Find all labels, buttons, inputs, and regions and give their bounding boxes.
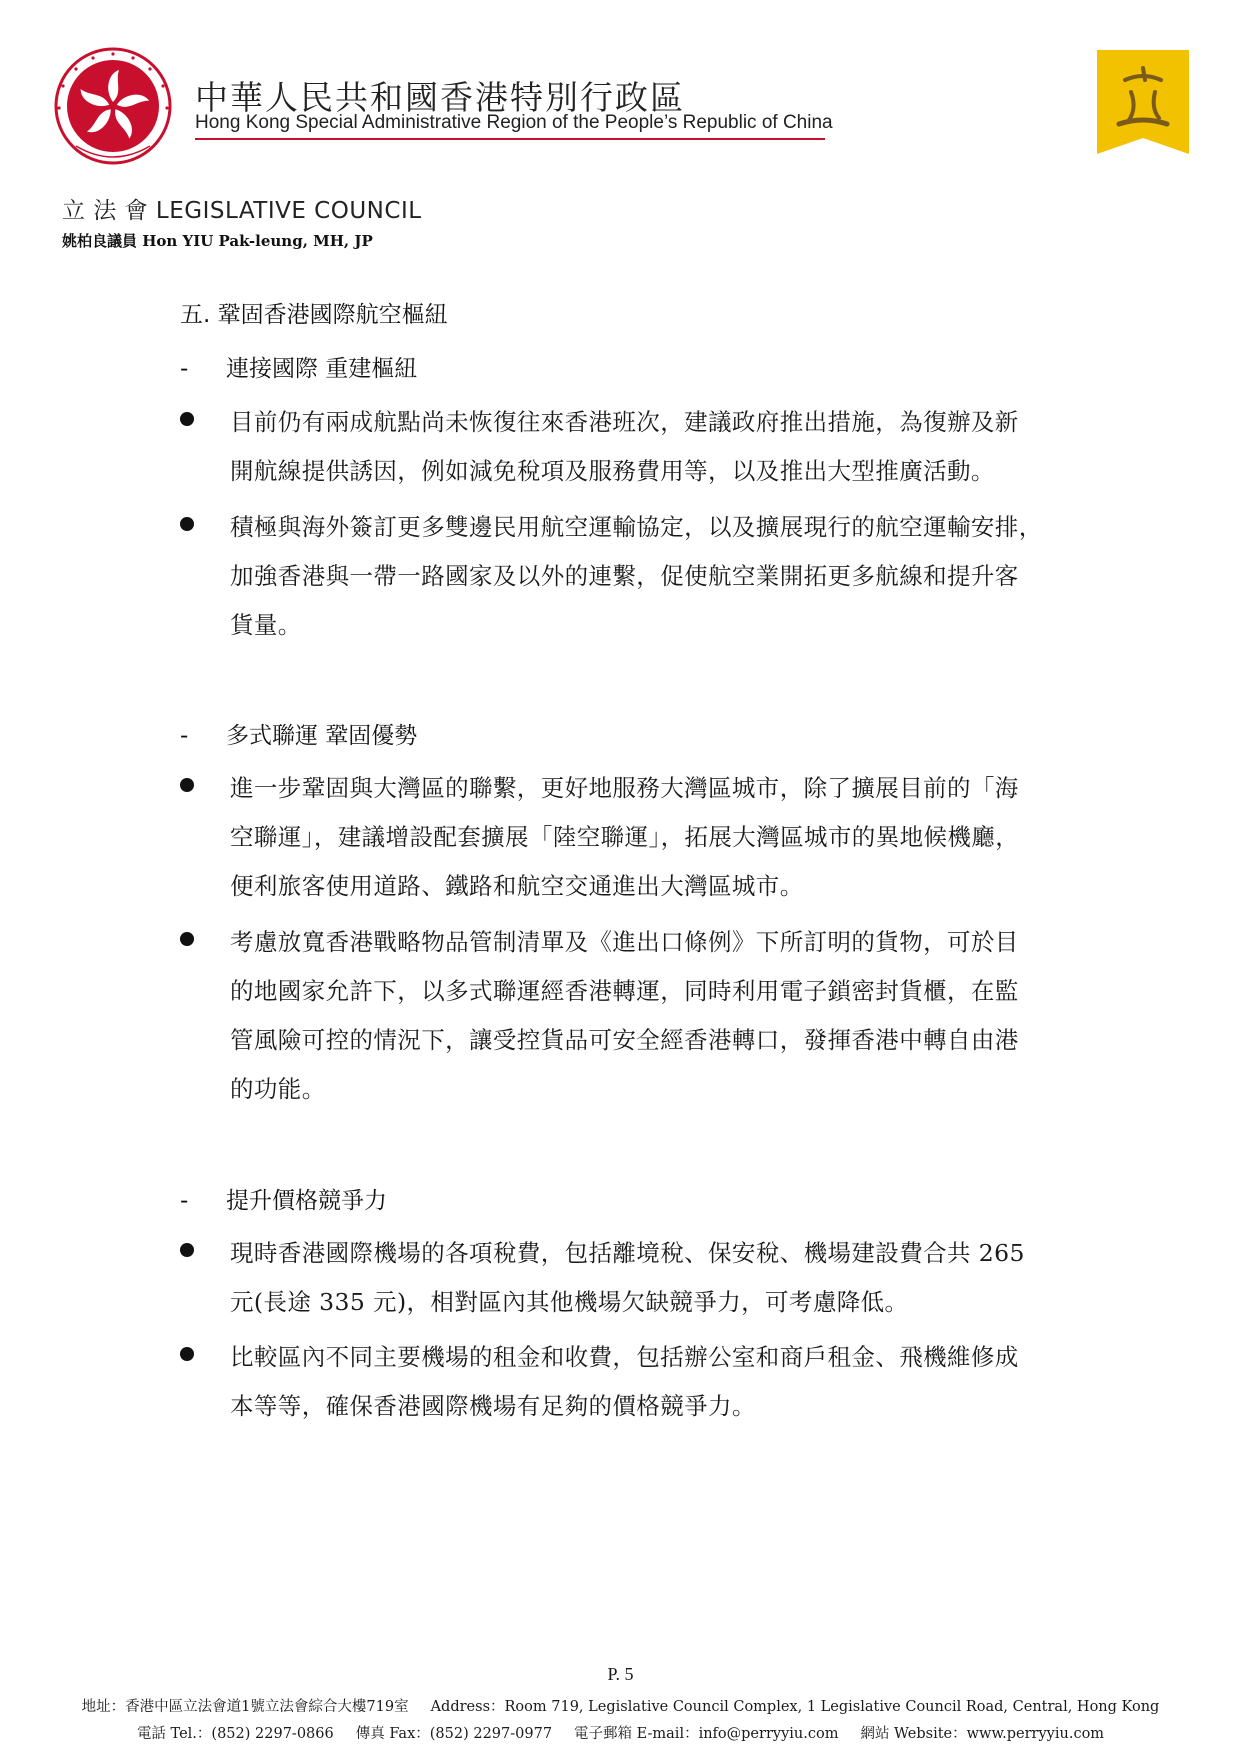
- bullet-line: 加強香港與一帶一路國家及以外的連繫，促使航空業開拓更多航線和提升客: [230, 562, 1019, 590]
- member-name: 姚柏良議員 Hon YIU Pak-leung, MH, JP: [62, 232, 373, 250]
- footer-contact: [0, 1722, 1241, 1743]
- subsection-heading: [180, 1182, 387, 1215]
- bullet-line: 進一步鞏固與大灣區的聯繫，更好地服務大灣區城市，除了擴展目前的「海: [230, 774, 1019, 802]
- header-red-rule: [195, 138, 825, 140]
- bullet-line: 元(長途 335 元)，相對區內其他機場欠缺競爭力，可考慮降低。: [230, 1288, 909, 1316]
- dash-marker: -: [180, 1188, 189, 1214]
- footer-address-en: Address：Room 719, Legislative Council Complex, 1 Legislative Council Road, Central, Hong Kong: [430, 1699, 1160, 1715]
- bullet-line: 比較區內不同主要機場的租金和收費，包括辦公室和商戶租金、飛機維修成: [230, 1343, 1019, 1371]
- footer-address-zh: 地址：香港中區立法會道1號立法會綜合大樓719室: [81, 1699, 409, 1715]
- section-title: 五. 鞏固香港國際航空樞紐: [180, 302, 448, 328]
- subsection-heading: [180, 717, 417, 750]
- bullet-line: 考慮放寬香港戰略物品管制清單及《進出口條例》下所訂明的貨物，可於目: [230, 928, 1019, 956]
- bullet-line: 的地國家允許下，以多式聯運經香港轉運，同時利用電子鎖密封貨櫃，在監: [230, 977, 1019, 1005]
- hksar-title-english: Hong Kong Special Administrative Region of the People’s Republic of China: [195, 112, 833, 133]
- bullet-line: 開航線提供誘因，例如減免稅項及服務費用等，以及推出大型推廣活動。: [230, 457, 995, 485]
- bullet-line: 的功能。: [230, 1075, 326, 1103]
- footer-fax: 傳真 Fax：(852) 2297-0977: [355, 1726, 553, 1742]
- bullet-line: 本等等，確保香港國際機場有足夠的價格競爭力。: [230, 1392, 756, 1420]
- dash-marker: -: [180, 356, 189, 382]
- bullet-line: 積極與海外簽訂更多雙邊民用航空運輸協定，以及擴展現行的航空運輸安排，: [230, 513, 1043, 541]
- bullet-line: 現時香港國際機場的各項稅費，包括離境稅、保安稅、機場建設費合共 265: [230, 1239, 1025, 1267]
- bullet-line: 空聯運」，建議增設配套擴展「陸空聯運」，拓展大灣區城市的異地候機廳，: [230, 823, 1020, 851]
- legco-name: 立 法 會 LEGISLATIVE COUNCIL: [62, 198, 422, 224]
- hksar-emblem: [48, 46, 178, 166]
- subsection-heading-text: 連接國際 重建樞紐: [226, 356, 418, 382]
- footer-address: [0, 1695, 1241, 1716]
- page-number: P. 5: [607, 1664, 634, 1684]
- bullet-dot-icon: [180, 1347, 194, 1361]
- bullet-dot-icon: [180, 778, 194, 792]
- bullet-dot-icon: [180, 932, 194, 946]
- subsection-heading-text: 多式聯運 鞏固優勢: [226, 723, 418, 749]
- bullet-line: 貨量。: [230, 611, 302, 639]
- bullet-line: 管風險可控的情況下，讓受控貨品可安全經香港轉口，發揮香港中轉自由港: [230, 1026, 1019, 1054]
- bullet-dot-icon: [180, 517, 194, 531]
- subsection-heading: [180, 350, 417, 383]
- footer-email: 電子郵箱 E-mail：info@perryyiu.com: [574, 1726, 839, 1742]
- bullet-line: 目前仍有兩成航點尚未恢復往來香港班次，建議政府推出措施，為復辦及新: [230, 408, 1019, 436]
- subsection-heading-text: 提升價格競爭力: [226, 1188, 387, 1214]
- hksar-title-chinese: 中華人民共和國香港特別行政區: [195, 78, 685, 117]
- bullet-dot-icon: [180, 1243, 194, 1257]
- bullet-line: 便利旅客使用道路、鐵路和航空交通進出大灣區城市。: [230, 872, 804, 900]
- bullet-dot-icon: [180, 412, 194, 426]
- footer-tel: 電話 Tel.：(852) 2297-0866: [136, 1726, 334, 1742]
- legco-logo: [1097, 50, 1189, 154]
- dash-marker: -: [180, 723, 189, 749]
- footer-website: 網站 Website：www.perryyiu.com: [860, 1726, 1105, 1742]
